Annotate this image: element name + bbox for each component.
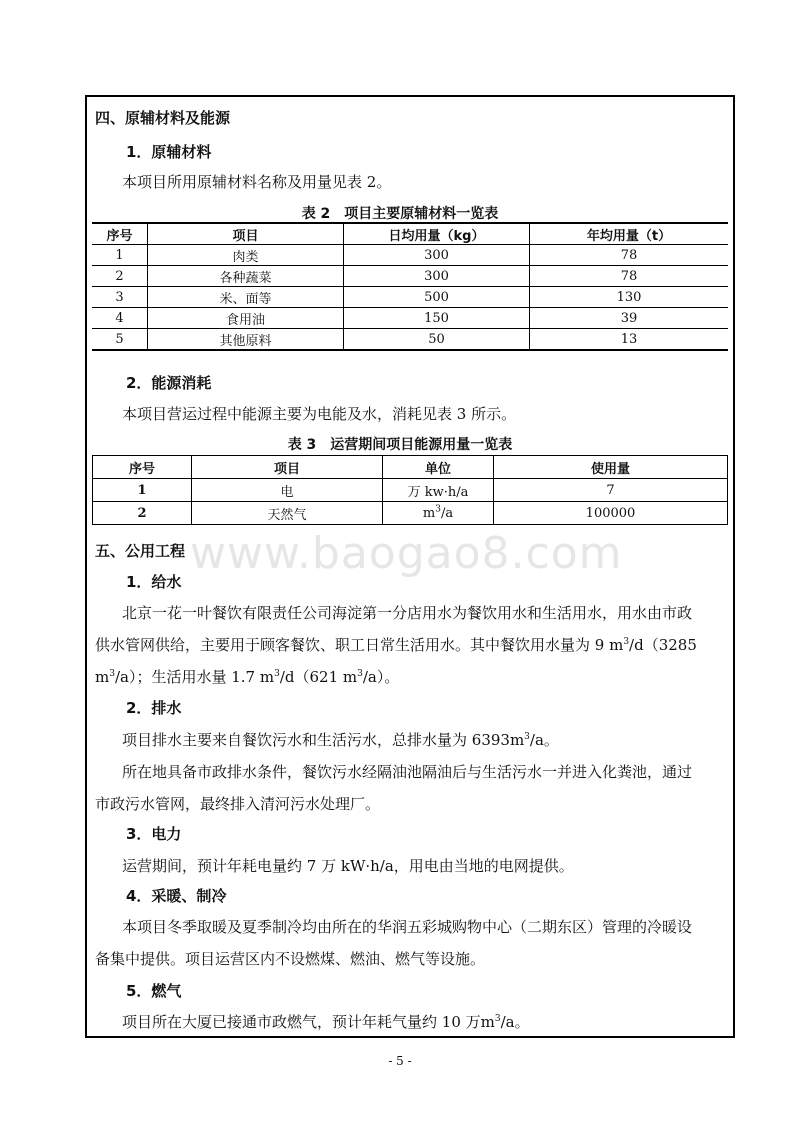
cell-daily: 300 bbox=[344, 266, 530, 287]
table-row bbox=[92, 266, 728, 287]
table-row bbox=[93, 479, 728, 502]
heating-line-2: 备集中提供。项目运营区内不设燃煤、燃油、燃气等设施。 bbox=[95, 950, 486, 968]
paragraph-raw-materials: 本项目所用原辅材料名称及用量见表 2。 bbox=[122, 173, 392, 191]
subsection-raw-materials: 1．原辅材料 bbox=[126, 143, 212, 161]
cell-annual: 78 bbox=[530, 245, 729, 266]
subsection-heating-cooling: 4．采暖、制冷 bbox=[126, 887, 227, 905]
drainage-line-1: 项目排水主要来自餐饮污水和生活污水，总排水量为 $6393m^3/a$。 bbox=[122, 731, 559, 749]
table-raw-materials bbox=[92, 222, 728, 351]
col-header-index: 序号 bbox=[92, 223, 148, 245]
cell-daily: 500 bbox=[344, 287, 530, 308]
cell-item: 食用油 bbox=[148, 308, 344, 329]
drainage-line-2: 所在地具备市政排水条件，餐饮污水经隔油池隔油后与生活污水一并进入化粪池，通过 bbox=[122, 763, 693, 781]
cell-usage: 7 bbox=[494, 479, 728, 502]
water-supply-line-1: 北京一花一叶餐饮有限责任公司海淀第一分店用水为餐饮用水和生活用水，用水由市政 bbox=[122, 604, 693, 622]
cell-index: 1 bbox=[93, 479, 192, 502]
watermark: www.baogao8.com bbox=[190, 528, 623, 579]
water-supply-line-2: 供水管网供给，主要用于顾客餐饮、职工日常生活用水。其中餐饮用水量为 9 $m^3/d(3285$ bbox=[95, 636, 697, 654]
table3-caption: 表 3 运营期间项目能源用量一览表 bbox=[287, 437, 513, 453]
cell-daily: 300 bbox=[344, 245, 530, 266]
table-energy bbox=[92, 455, 728, 525]
table-row bbox=[93, 502, 728, 525]
cell-item: 米、面等 bbox=[148, 287, 344, 308]
cell-index: 3 bbox=[92, 287, 148, 308]
subsection-gas: 5．燃气 bbox=[126, 982, 182, 1000]
table-row bbox=[92, 245, 728, 266]
section-4-title: 四、原辅材料及能源 bbox=[95, 109, 231, 127]
table-header-row bbox=[93, 456, 728, 479]
col-header-item: 项目 bbox=[192, 456, 383, 479]
table-row bbox=[92, 329, 728, 351]
cell-item: 其他原料 bbox=[148, 329, 344, 351]
cell-annual: 130 bbox=[530, 287, 729, 308]
cell-item: 天然气 bbox=[192, 502, 383, 525]
table-header-row bbox=[92, 223, 728, 245]
cell-usage: 100000 bbox=[494, 502, 728, 525]
cell-index: 2 bbox=[92, 266, 148, 287]
table-row bbox=[92, 287, 728, 308]
section-5-title: 五、公用工程 bbox=[95, 542, 186, 560]
col-header-index: 序号 bbox=[93, 456, 192, 479]
power-line-1: 运营期间，预计年耗电量约 7 万 kW·h/a，用电由当地的电网提供。 bbox=[122, 857, 574, 875]
col-header-daily: 日均用量（kg） bbox=[344, 223, 530, 245]
col-header-annual: 年均用量（t） bbox=[530, 223, 729, 245]
heating-line-1: 本项目冬季取暖及夏季制冷均由所在的华润五彩城购物中心（二期东区）管理的冷暖设 bbox=[122, 918, 693, 936]
subsection-power: 3．电力 bbox=[126, 825, 182, 843]
cell-index: 4 bbox=[92, 308, 148, 329]
col-header-unit: 单位 bbox=[383, 456, 494, 479]
cell-item: 肉类 bbox=[148, 245, 344, 266]
paragraph-energy: 本项目营运过程中能源主要为电能及水，消耗见表 3 所示。 bbox=[122, 405, 517, 423]
cell-index: 2 bbox=[93, 502, 192, 525]
cell-index: 5 bbox=[92, 329, 148, 351]
page-number: - 5 - bbox=[388, 1054, 412, 1068]
cell-item: 电 bbox=[192, 479, 383, 502]
cell-annual: 13 bbox=[530, 329, 729, 351]
gas-line-1: 项目所在大厦已接通市政燃气，预计年耗气量约 10 万$m^3/a$。 bbox=[122, 1013, 530, 1031]
cell-item: 各种蔬菜 bbox=[148, 266, 344, 287]
cell-daily: 50 bbox=[344, 329, 530, 351]
col-header-usage: 使用量 bbox=[494, 456, 728, 479]
table2-caption: 表 2 项目主要原辅材料一览表 bbox=[301, 206, 499, 222]
cell-index: 1 bbox=[92, 245, 148, 266]
subsection-water-supply: 1．给水 bbox=[126, 573, 182, 591]
cell-unit: $m^3/a$ bbox=[383, 502, 494, 525]
drainage-line-3: 市政污水管网，最终排入清河污水处理厂。 bbox=[95, 795, 381, 813]
cell-annual: 39 bbox=[530, 308, 729, 329]
cell-annual: 78 bbox=[530, 266, 729, 287]
cell-daily: 150 bbox=[344, 308, 530, 329]
cell-unit: 万 kw·h/a bbox=[383, 479, 494, 502]
water-supply-line-3: $m^3/a$）；生活用水量 1.7 $m^3/d(621$ $m^3/a$）。 bbox=[95, 668, 400, 686]
subsection-energy: 2．能源消耗 bbox=[126, 374, 212, 392]
subsection-drainage: 2．排水 bbox=[126, 699, 182, 717]
table-row bbox=[92, 308, 728, 329]
col-header-item: 项目 bbox=[148, 223, 344, 245]
